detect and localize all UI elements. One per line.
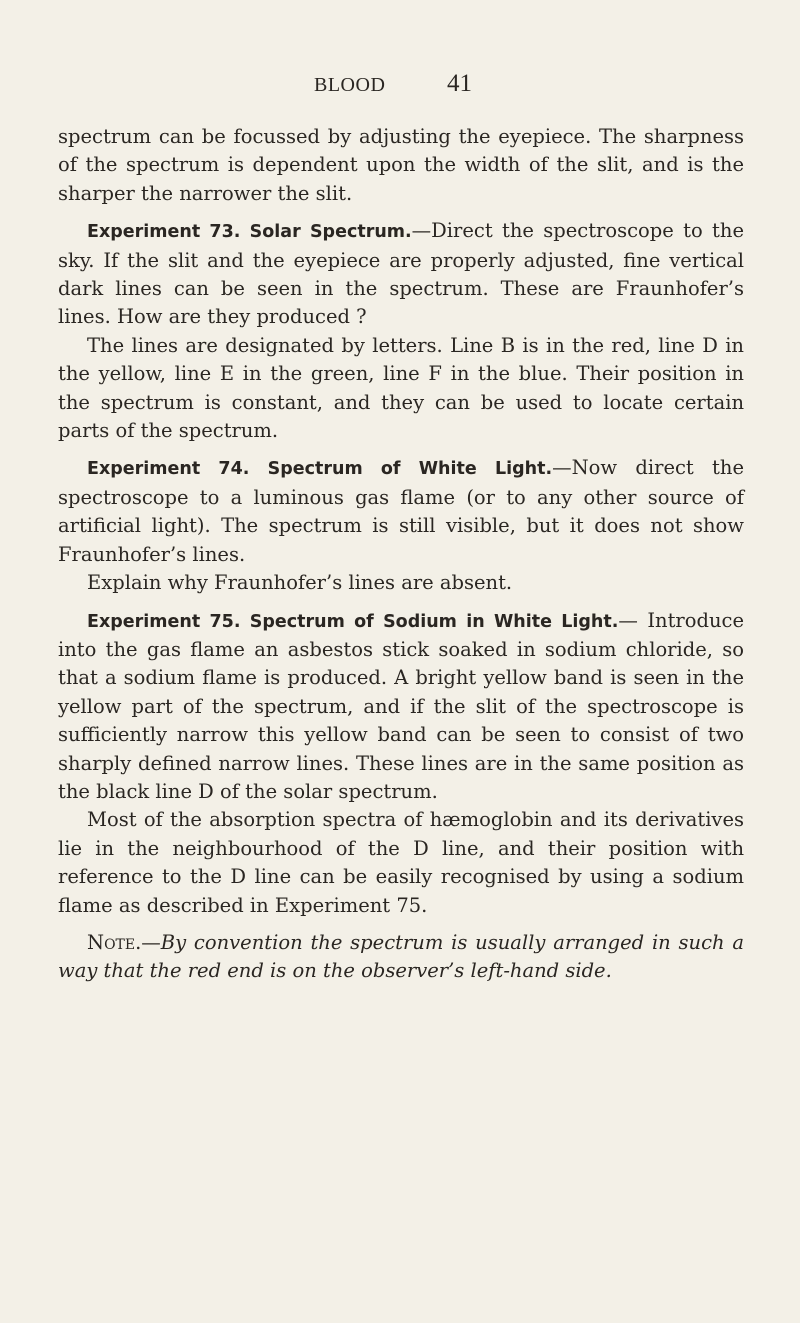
experiment-heading: Experiment 75. Spectrum of Sodium in White Light. xyxy=(87,611,619,632)
experiment-73-lines xyxy=(58,332,744,446)
running-head: BLOOD xyxy=(314,74,386,96)
experiment-74 xyxy=(58,454,744,569)
experiment-75 xyxy=(58,607,744,807)
experiment-heading: Experiment 73. Solar Spectrum. xyxy=(87,222,412,243)
note-dash: — xyxy=(141,930,161,954)
experiment-text: —Direct the spectroscope to the sky. If the slit and the eyepiece are properly adjusted, fine vertical dark lines can be seen in the spectrum. These are Fraunhofer’s lines. How are they produced ? xyxy=(58,219,744,329)
paragraph-text: Most of the absorption spectra of hæmoglobin and its derivatives lie in the neighbourhood of the D line, and their position with reference to the D line can be easily recognised by using a sodium flame as described in Experiment 75. xyxy=(58,808,744,917)
note xyxy=(58,929,744,986)
page-body xyxy=(58,123,744,986)
paragraph-text: Explain why Fraunhofer’s lines are absent. xyxy=(87,571,513,595)
paragraph-text: spectrum can be focussed by adjusting the eyepiece. The sharpness of the spectrum is dependent upon the width of the slit, and is the sharper the narrower the slit. xyxy=(58,125,744,205)
experiment-73 xyxy=(58,217,744,332)
paragraph-continuation xyxy=(58,123,744,208)
experiment-heading: Experiment 74. Spectrum of White Light. xyxy=(87,459,553,480)
page-number: 41 xyxy=(447,70,472,97)
experiment-74-question xyxy=(58,569,744,597)
experiment-75-note xyxy=(58,806,744,920)
note-text: By convention the spectrum is usually arranged in such a way that the red end is on the observer’s left-hand side. xyxy=(58,930,744,983)
note-label: Note. xyxy=(87,930,142,954)
experiment-text: — Introduce into the gas flame an asbestos stick soaked in sodium chloride, so that a sodium flame is produced. A bright yellow band is seen in the yellow part of the spectrum, and if the slit of the spectroscope is sufficiently narrow this yellow band can be seen to consist of two sharply defined narrow lines. These lines are in the same position as the black line D of the solar spectrum. xyxy=(58,608,744,803)
experiment-text: —Now direct the spectroscope to a luminous gas flame (or to any other source of artificial light). The spectrum is still visible, but it does not show Fraunhofer’s lines. xyxy=(58,456,744,566)
paragraph-text: The lines are designated by letters. Line B is in the red, line D in the yellow, line E in the green, line F in the blue. Their position in the spectrum is constant, and they can be used to locate certain parts of the spectrum. xyxy=(58,333,744,443)
